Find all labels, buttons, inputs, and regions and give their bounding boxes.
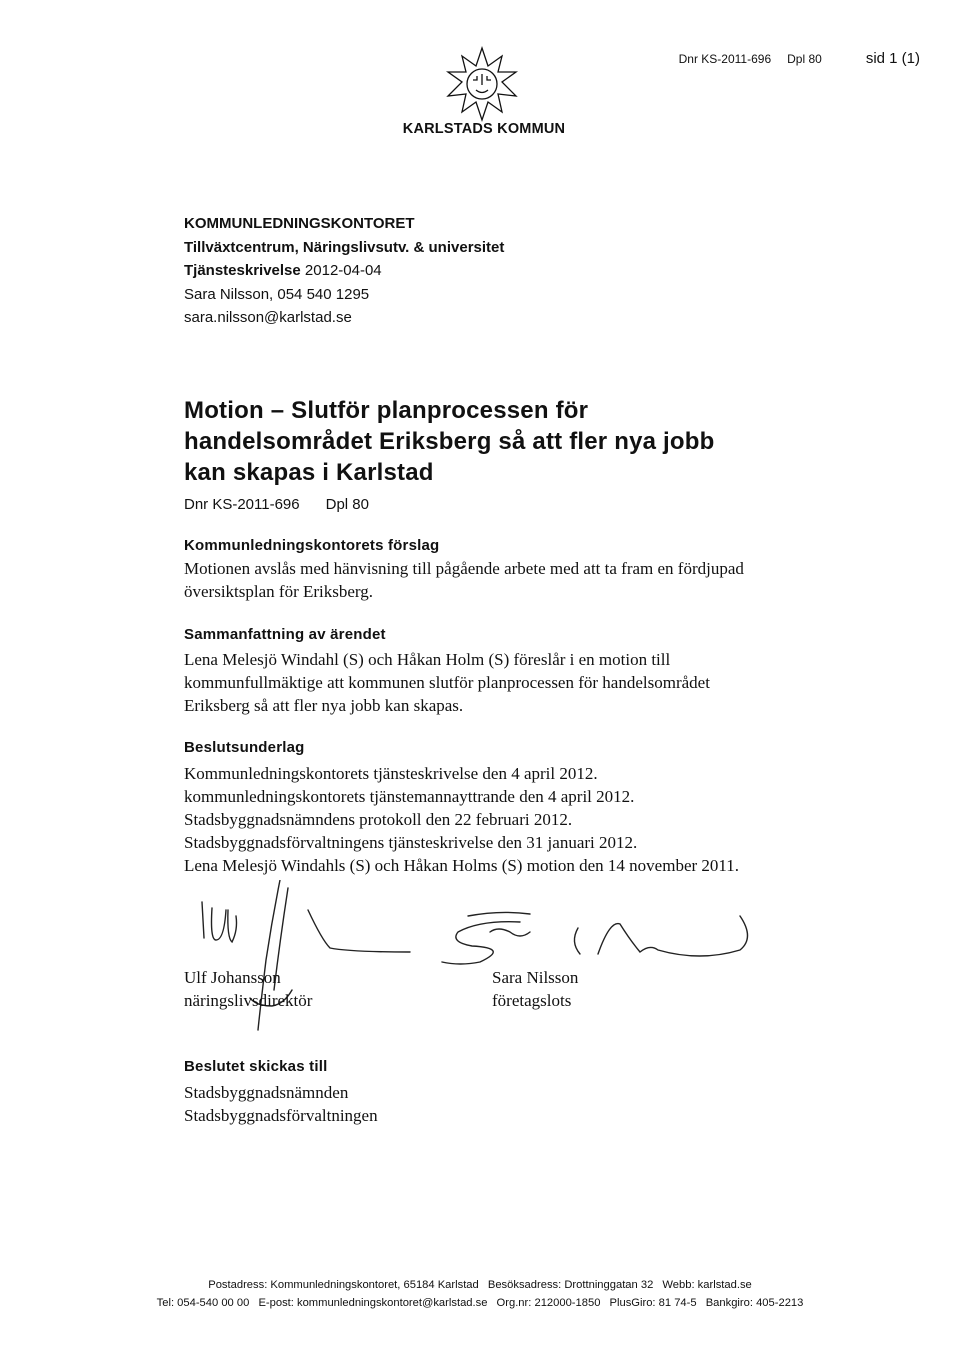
signature-sara-nilsson [442,912,748,964]
basis-section [184,739,804,877]
title-line: kan skapas i Karlstad [184,459,434,486]
footer-visit: Besöksadress: Drottninggatan 32 [487,1279,654,1291]
header-dpl: Dpl 80 [787,52,822,66]
body-line: översiktsplan för Eriksberg. [184,582,374,601]
footer-phone: Tel: 054-540 00 00 [156,1297,250,1309]
basis-item: Stadsbyggnadsförvaltningens tjänsteskrivelse den 31 januari 2012. [184,833,638,852]
body-line: Eriksberg så att fler nya jobb kan skapas. [184,696,464,715]
header-dnr: Dnr KS-2011-696 [678,52,772,66]
office-name: KOMMUNLEDNINGSKONTORET [184,215,415,232]
footer-email: E-post: kommunledningskontoret@karlstad.se [258,1297,488,1309]
recipient-item: Stadsbyggnadsnämnden [184,1083,349,1102]
basis-item: Stadsbyggnadsnämndens protokoll den 22 februari 2012. [184,810,573,829]
document-title [184,395,884,488]
signatory-title: företagslots [492,991,572,1010]
doc-type-line [184,259,504,283]
signatory-title: näringslivsdirektör [184,991,313,1010]
recipient-item: Stadsbyggnadsförvaltningen [184,1106,378,1125]
section-heading: Beslutsunderlag [184,739,305,756]
title-reference [184,496,369,513]
section-body [184,648,804,717]
section-heading: Sammanfattning av ärendet [184,626,386,643]
section-body [184,1081,804,1127]
unit-name: Tillväxtcentrum, Näringslivsutv. & universitet [184,238,505,256]
body-line: kommunfullmäktige att kommunen slutför planprocessen för handelsområdet [184,673,710,692]
document-reference [679,50,920,67]
brand-name: KARLSTADS KOMMUN [402,121,566,137]
footer-postal: Postadress: Kommunledningskontoret, 65184 Karlstad [208,1279,479,1291]
footer-address-line [0,1279,960,1291]
email-line: sara.nilsson@karlstad.se [184,309,352,326]
footer-orgnr: Org.nr: 212000-1850 [496,1297,601,1309]
basis-item: Lena Melesjö Windahls (S) och Håkan Holms (S) motion den 14 november 2011. [184,856,740,875]
signatory-left [184,966,312,1012]
body-line: Motionen avslås med hänvisning till pågående arbete med att ta fram en fördjupad [184,559,744,578]
section-heading: Beslutet skickas till [184,1058,328,1075]
title-line: Motion – Slutför planprocessen för [184,397,589,424]
proposal-section [184,537,804,603]
signatory-name: Ulf Johansson [184,968,281,987]
signatory-name: Sara Nilsson [492,968,579,987]
signatory-right [492,966,578,1012]
basis-item: Kommunledningskontorets tjänsteskrivelse den 4 april 2012. [184,764,598,783]
section-body [184,762,804,877]
handwritten-signatures [180,880,780,1040]
section-body [184,557,804,603]
sender-block [184,212,504,330]
recipients-section [184,1058,804,1127]
section-heading: Kommunledningskontorets förslag [184,537,440,554]
body-line: Lena Melesjö Windahl (S) och Håkan Holm (S) föreslår i en motion till [184,650,671,669]
title-dpl: Dpl 80 [325,496,369,513]
footer-plusgiro: PlusGiro: 81 74-5 [609,1297,697,1309]
footer-bankgiro: Bankgiro: 405-2213 [705,1297,804,1309]
doc-date: 2012-04-04 [304,262,382,279]
summary-section [184,626,804,717]
doc-type-label: Tjänsteskrivelse [184,262,301,279]
title-dnr: Dnr KS-2011-696 [184,496,300,513]
contact-line: Sara Nilsson, 054 540 1295 [184,285,370,303]
title-line: handelsområdet Eriksberg så att fler nya jobb [184,428,715,455]
footer-contact-line [0,1297,960,1309]
sun-logo-icon [440,44,524,124]
page-number: sid 1 (1) [865,50,920,67]
basis-item: kommunledningskontorets tjänstemannayttrande den 4 april 2012. [184,787,635,806]
footer-web: Webb: karlstad.se [662,1279,752,1291]
